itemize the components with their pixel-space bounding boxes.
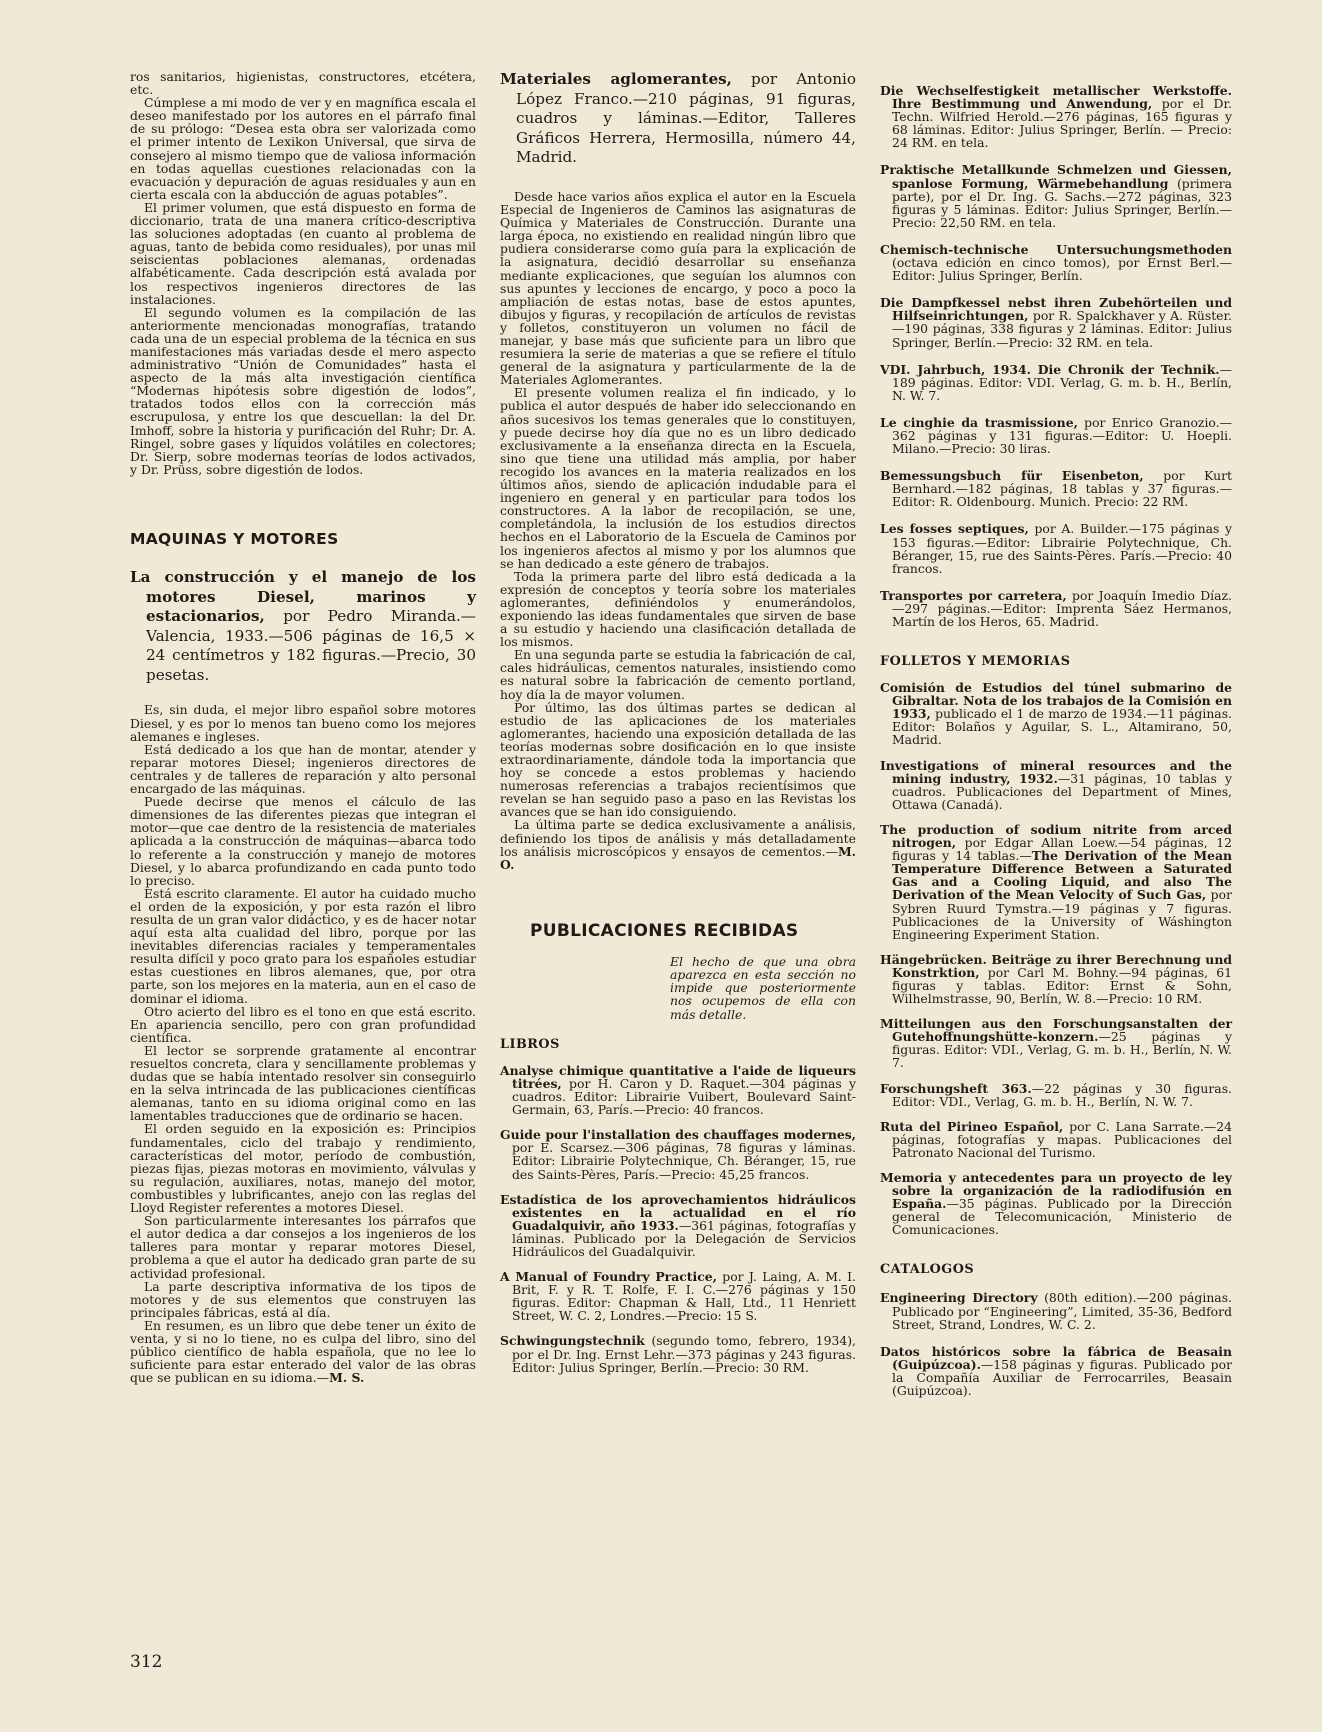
book-details: por Pedro Miranda.—Valencia, 1933.—506 páginas de 16,5 × 24 centímetros y 182 figuras.—Precio, 30 pesetas. [146, 607, 476, 684]
page-number: 312 [130, 1652, 163, 1672]
review-paragraph [130, 1319, 476, 1384]
column-left [130, 70, 476, 1384]
entry-details: por Carl M. Bohny.—94 páginas, 61 figuras y tablas. Editor: Ernst & Sohn, Wilhelmstrasse, 90, Berlín, W. 8.—Precio: 10 RM. [892, 964, 1232, 1007]
book-heading-aglomerantes [500, 70, 856, 168]
entry-title: Les fosses septiques, [880, 521, 1029, 537]
entry-details: publicado el 1 de marzo de 1934.—11 páginas. Editor: Bolaños y Aguilar, S. L., Altamirano, 50, Madrid. [892, 706, 1232, 748]
book-details: por Antonio López Franco.—210 páginas, 91 figuras, cuadros y láminas.—Editor, Talleres Gráficos Herrera, Hermosilla, número 44, Madrid. [516, 70, 856, 167]
subsection-title-libros: LIBROS [500, 1036, 560, 1052]
entry-title: Die Dampfkessel nebst ihren Zubehörteilen und Hilfseinrichtungen, [880, 295, 1232, 324]
entry-title: The production of sodium nitrite from arced nitrogen, [880, 821, 1232, 851]
list-item [880, 823, 1232, 941]
entry-title: Analyse chimique quantitative a l'aide de liqueurs titrées, [500, 1062, 856, 1091]
subsection-title-folletos: FOLLETOS Y MEMORIAS [880, 654, 1071, 670]
entry-details: por A. Builder.—175 páginas y 153 figuras.—Editor: Librairie Polytechnique, Ch. Béranger, 15, rue des Saints-Pères. París.—Precio: 40 francos. [892, 521, 1233, 576]
list-item [880, 243, 1232, 282]
entry-title: Die Wechselfestigkeit metallischer Werkstoffe. Ihre Bestimmung und Anwendung, [880, 83, 1232, 112]
entry-title: Ruta del Pirineo Español, [880, 1118, 1064, 1134]
catalog-list [880, 1291, 1232, 1397]
review-signature: M. S. [329, 1370, 365, 1386]
list-item [880, 953, 1232, 1005]
entry-details: por R. Spalckhaver y A. Rüster.—190 páginas, 338 figuras y 2 láminas. Editor: Julius Springer, Berlín.—Precio: 32 RM. en tela. [892, 308, 1232, 350]
list-item [880, 681, 1232, 746]
entry-details: por Enrico Granozio.—362 páginas y 131 figuras.—Editor: U. Hoepli. Milano.—Precio: 30 liras. [892, 414, 1232, 457]
entry-details: por J. Laing, A. M. I. Brit, F. y R. T. Rolfe, F. I. C.—276 páginas y 150 figuras. Editor: Chapman & Hall, Ltd., 11 Henriett Street, W. C. 2, Londres.—Precio: 15 S. [512, 1269, 856, 1324]
entry-details: por C. Lana Sarrate.—24 páginas, fotografías y mapas. Publicaciones del Patronato Nacional del Turismo. [892, 1118, 1233, 1160]
entry-details: (segundo tomo, febrero, 1934), por el Dr. Ing. Ernst Lehr.—373 páginas y 243 figuras. Editor: Julius Springer, Berlín.—Precio: 30 RM. [512, 1333, 856, 1375]
book-list [880, 84, 1232, 628]
review-signature: M. O. [500, 843, 856, 872]
list-item [880, 1120, 1232, 1159]
entry-title: Hängebrücken. Beiträge zu ihrer Berechnung und Konstrktion, [880, 951, 1232, 980]
review-paragraph [500, 818, 856, 870]
entry-details: por el Dr. Techn. Wilfried Herold.—276 páginas, 165 figuras y 68 láminas. Editor: Julius Springer, Berlín. — Precio: 24 RM. en tela. [892, 96, 1232, 151]
list-item [880, 1017, 1232, 1069]
book-title: Materiales aglomerantes, [500, 70, 732, 88]
review-paragraph: ros sanitarios, higienistas, constructores, etcétera, etc. [130, 69, 476, 98]
entry-title: Investigations of mineral resources and the mining industry, 1932. [880, 757, 1232, 786]
entry-title: Bemessungsbuch für Eisenbeton, [880, 468, 1144, 484]
review-text: La última parte se dedica exclusivamente a análisis, definiendo los tipos de análisis y más detalladamente los análisis microscópicos y ensayos de cementos.— [500, 817, 856, 859]
list-item [500, 1334, 856, 1373]
entry-title: Le cinghie da trasmissione, [880, 414, 1078, 430]
list-item [880, 84, 1232, 149]
entry-title: Guide pour l'installation des chauffages modernes, [500, 1127, 856, 1143]
entry-title: VDI. Jahrbuch, 1934. Die Chronik der Technik. [880, 361, 1220, 377]
review-paragraph: El lector se sorprende gratamente al encontrar resueltos concreta, clara y sencillamente problemas y dudas que se había intentado resolver sin conseguirlo en la selva intrincada de las publicaciones científicas alemanas, tanto en su idioma original como en las lamentables traducciones que de ordinario se hacen. [130, 1042, 476, 1124]
book-title: La construcción y el manejo de los motores Diesel, marinos y estacionarios, [130, 567, 476, 626]
list-item [500, 1064, 856, 1116]
entry-title: Transportes por carretera, [880, 587, 1067, 603]
review-paragraph: Está dedicado a los que han de montar, atender y reparar motores Diesel; ingenieros directores de centrales y de talleres de reparación y alto personal encargado de las máquinas. [130, 741, 476, 797]
column-middle [500, 70, 856, 1374]
entry-title: The Derivation of the Mean Temperature Difference Between a Saturated Gas and a Cooling Liquid, and also The Derivation of the Mean Velocity of Such Gas, [892, 848, 1232, 903]
list-item [880, 1171, 1232, 1236]
entry-title: Memoria y antecedentes para un proyecto de ley sobre la organización de la radiodifusión en España. [880, 1170, 1232, 1212]
pamphlet-list [880, 681, 1232, 1236]
list-item [880, 759, 1232, 811]
entry-details: —35 páginas. Publicado por la Dirección general de Telecomunicación, Ministerio de Comunicaciones. [892, 1196, 1232, 1238]
entry-details: por E. Scarsez.—306 páginas, 78 figuras y láminas. Editor: Librairie Polytechnique, Ch. Béranger, 15, rue des Saints-Pères, París.—Precio: 45,25 francos. [512, 1140, 856, 1182]
review-paragraph: El orden seguido en la exposición es: Principios fundamentales, ciclo del trabajo y rendimiento, características del motor, período de combustión, piezas fijas, piezas motoras en movimiento, válvulas y su regulación, auxiliares, notas, manejo del motor, combustibles y lubrificantes, anejo con las reglas del Lloyd Register referentes a motores Diesel. [130, 1121, 476, 1216]
review-paragraph: El presente volumen realiza el fin indicado, y lo publica el autor después de haber ido seleccionando en años sucesivos los temas generales que lo constituyen, y puede decirse hoy día que no es un libro dedicado exclusivamente a la enseñanza directa en la Escuela, sino que tiene una utilidad más amplia, por haber recogido los avances en la materia realizados en los últimos años, siendo de aplicación indudable para el ingeniero en general y en particular para todos los constructores. A la labor de recopilación, se une, completándola, la inclusión de los estudios directos hechos en el Laboratorio de la Escuela de Caminos por los ingenieros afectos al mismo y por los alumnos que se han dedicado a este género de trabajos. [500, 385, 856, 571]
entry-title: Schwingungstechnik [500, 1333, 645, 1349]
review-paragraph: En una segunda parte se estudia la fabricación de cal, cales hidráulicas, cementos naturales, insistiendo como es natural sobre la fabricación de cemento portland, hoy día la de mayor volumen. [500, 647, 856, 702]
entry-title: A Manual of Foundry Practice, [500, 1269, 717, 1285]
list-item [880, 1082, 1232, 1108]
column-right [880, 70, 1232, 1397]
entry-title: Chemisch-technische Untersuchungsmethoden [880, 241, 1232, 257]
entry-details: —31 páginas, 10 tablas y cuadros. Publicaciones del Department of Mines, Ottawa (Canadá). [892, 770, 1232, 812]
entry-details: por Kurt Bernhard.—182 páginas, 18 tablas y 37 figuras.—Editor: R. Oldenbourg. Munich. Precio: 22 RM. [892, 468, 1232, 510]
entry-title: Engineering Directory [880, 1290, 1038, 1306]
entry-details: —158 páginas y figuras. Publicado por la Compañía Auxiliar de Ferrocarriles, Beasain (Guipúzcoa). [892, 1356, 1232, 1399]
entry-details: (primera parte), por el Dr. Ing. G. Sachs.—272 páginas, 323 figuras y 5 láminas. Editor: Julius Springer, Berlín.—Precio: 22,50 RM. en tela. [892, 175, 1232, 230]
review-paragraph: Desde hace varios años explica el autor en la Escuela Especial de Ingenieros de Caminos las asignaturas de Química y Materiales de Construcción. Durante una larga época, no existiendo en realidad ningún libro que pudiera considerarse como guía para la explicación de la asignatura, decidió desarrollar su enseñanza mediante explicaciones, que seguían los alumnos con sus apuntes y lecciones de encargo, y poco a poco la ampliación de estas notas, base de estos apuntes, dibujos y figuras, y recopilación de artículos de revistas y folletos, constituyeron un volumen no fácil de manejar, y base más que suficiente para un libro que resumiera la serie de materias a que se refiere el título general de la asignatura y particularmente de la de Materiales Aglomerantes. [500, 188, 856, 388]
review-paragraph: El primer volumen, que está dispuesto en forma de diccionario, trata de una manera crítico-descriptiva las soluciones adoptadas (en cuanto al problema de aguas, tanto de bebida como residuales), por unas mil seiscientas poblaciones alemanas, ordenadas alfabéticamente. Cada descripción está avalada por los respectivos ingenieros directores de las instalaciones. [130, 199, 476, 307]
list-item [880, 363, 1232, 402]
review-body-diesel [130, 703, 476, 1384]
entry-details: por Joaquín Imedio Díaz.—297 páginas.—Editor: Imprenta Sáez Hermanos, Martín de los Heros, 65. Madrid. [892, 587, 1232, 629]
review-paragraph: Otro acierto del libro es el tono en que está escrito. En apariencia sencillo, pero con gran profundidad científica. [130, 1003, 476, 1045]
entry-title: Mitteilungen aus den Forschungsanstalten der Gutehoffnungshütte-konzern. [880, 1016, 1232, 1045]
review-paragraph: Por último, las dos últimas partes se dedican al estudio de las aplicaciones de los materiales aglomerantes, haciendo una exposición detallada de las teorías modernas sobre dosificación en lo que insiste extraordinariamente, dándole toda la importancia que hoy se concede a estos problemas y haciendo numerosas referencias a trabajos recientísimos que revelan se han seguido paso a paso en las Revistas los avances que se han ido consiguiendo. [500, 699, 856, 820]
review-paragraph: Es, sin duda, el mejor libro español sobre motores Diesel, y es por lo menos tan bueno como los mejores alemanes e ingleses. [130, 702, 476, 744]
list-item [880, 1291, 1232, 1330]
entry-details: (80th edition).—200 páginas. Publicado por “Engineering”, Limited, 35-36, Bedford Street, Strand, Londres, W. C. 2. [892, 1290, 1232, 1332]
review-paragraph: Cúmplese a mi modo de ver y en magnífica escala el deseo manifestado por los autores en el párrafo final de su prólogo: “Desea esta obra ser valorizada como el primer intento de Lexikon Universal, que sirva de consejero al mismo tiempo que de valiosa información en todas aquellas cuestiones relacionadas con la evacuación y depuración de aguas residuales y aun en cierta escala con la abducción de aguas potables”. [130, 95, 476, 202]
list-item [880, 469, 1232, 508]
entry-title: Forschungsheft 363. [880, 1080, 1032, 1096]
entry-details: por Sybren Ruurd Tymstra.—19 páginas y 7 figuras. Publicaciones de la University of Wáshington Engineering Experiment Station. [892, 887, 1232, 942]
list-item [500, 1128, 856, 1180]
entry-details: —361 páginas, fotografías y láminas. Publicado por la Delegación de Servicios Hidráulicos del Guadalquivir. [512, 1217, 856, 1259]
list-item [500, 1270, 856, 1322]
book-heading-diesel [130, 568, 476, 686]
review-paragraph: Puede decirse que menos el cálculo de las dimensiones de las diferentes piezas que integran el motor—que cae dentro de la resistencia de materiales aplicada a la construcción de máquinas—abarca todo lo referente a la construcción y manejo de motores Diesel, y lo abarca profundizando en cada punto todo lo preciso. [130, 794, 476, 888]
entry-details: por Edgar Allan Loew.—54 páginas, 12 figuras y 14 tablas.— [892, 835, 1232, 864]
entry-title: Estadística de los aprovechamientos hidráulicos existentes en la actualidad en el río Guadalquivir, año 1933. [500, 1191, 856, 1233]
list-item [880, 416, 1232, 455]
list-item [880, 589, 1232, 628]
entry-details: —189 páginas. Editor: VDI. Verlag, G. m. b. H., Berlín, N. W. 7. [892, 361, 1232, 403]
review-body-aglomerantes [500, 190, 856, 871]
book-list [500, 1064, 856, 1374]
review-paragraph: Está escrito claramente. El autor ha cuidado mucho el orden de la exposición, y por esta razón el libro resulta de un gran valor didáctico, y es de hacer notar aquí esta alta cualidad del libro, porque por las inevitables diferencias raciales y temperamentales resulta difícil y poco grato para los españoles estudiar estas cuestiones en libros alemanes, que, por otra parte, son los mejores en la materia, aun en el caso de dominar el idioma. [130, 885, 476, 1006]
entry-details: por H. Caron y D. Raquet.—304 páginas y cuadros. Editor: Librairie Vuibert, Boulevard Saint-Germain, 63, París.—Precio: 40 francos. [512, 1075, 856, 1118]
section-title-maquinas: MAQUINAS Y MOTORES [130, 529, 339, 548]
review-paragraph: Son particularmente interesantes los párrafos que el autor dedica a dar consejos a los ingenieros de los talleres para montar y reparar motores Diesel, problema a que el autor ha dedicado gran parte de su actividad profesional. [130, 1213, 476, 1281]
list-item [880, 522, 1232, 574]
entry-details: (octava edición en cinco tomos), por Ernst Berl.—Editor: Julius Springer, Berlín. [892, 255, 1232, 284]
review-text: En resumen, es un libro que debe tener un éxito de venta, y si no lo tiene, no es culpa del libro, sino del público científico de habla española, que no lee lo suficiente para estar enterado del valor de las obras que se publican en su idioma.— [130, 1317, 476, 1386]
review-paragraph: El segundo volumen es la compilación de las anteriormente mencionadas monografías, tratando cada una de un especial problema de la técnica en sus manifestaciones más variadas desde el mero aspecto administrativo “Unión de Comunidades” hasta el aspecto de la más alta investigación científica “Modernas hipótesis sobre digestión de lodos”, tratados todos ellos con la corrección más escrupulosa, y entre los que descuellan: la del Dr. Imhoff, sobre la historia y purificación del Ruhr; Dr. A. Ringel, sobre gases y líquidos volátiles en colectores; Dr. Sierp, sobre modernas teorías de lodos activados, y Dr. Prüss, sobre digestión de lodos. [130, 304, 476, 477]
entry-title: Comisión de Estudios del túnel submarino de Gibraltar. Nota de los trabajos de la Comisión en 1933, [880, 680, 1232, 722]
entry-details: —22 páginas y 30 figuras. Editor: VDI., Verlag, G. m. b. H., Berlín, N. W. 7. [892, 1080, 1232, 1109]
review-paragraph: Toda la primera parte del libro está dedicada a la expresión de conceptos y teoría sobre los materiales aglomerantes, definiéndolos y enumerándolos, exponiendo las ideas fundamentales que sirven de base a su estudio y haciendo una clasificación detallada de los mismos. [500, 568, 856, 650]
subsection-title-catalogos: CATALOGOS [880, 1262, 975, 1278]
entry-details: —25 páginas y figuras. Editor: VDI., Verlag, G. m. b. H., Berlín, N. W. 7. [892, 1029, 1232, 1071]
entry-title: Datos históricos sobre la fábrica de Beasain (Guipúzcoa). [880, 1343, 1232, 1372]
list-item [880, 163, 1232, 228]
entry-title: Praktische Metallkunde Schmelzen und Giessen, spanlose Formung, Wärmebehandlung [880, 162, 1232, 191]
review-paragraph: La parte descriptiva informativa de los tipos de motores y de sus elementos que construyen las principales fábricas, está al día. [130, 1278, 476, 1320]
list-item [880, 296, 1232, 348]
list-item [880, 1345, 1232, 1397]
editorial-note: El hecho de que una obra aparezca en esta sección no impide que posteriormente nos ocupemos de ella con más detalle. [670, 953, 856, 1022]
section-title-publicaciones: PUBLICACIONES RECIBIDAS [530, 920, 799, 941]
list-item [500, 1193, 856, 1258]
